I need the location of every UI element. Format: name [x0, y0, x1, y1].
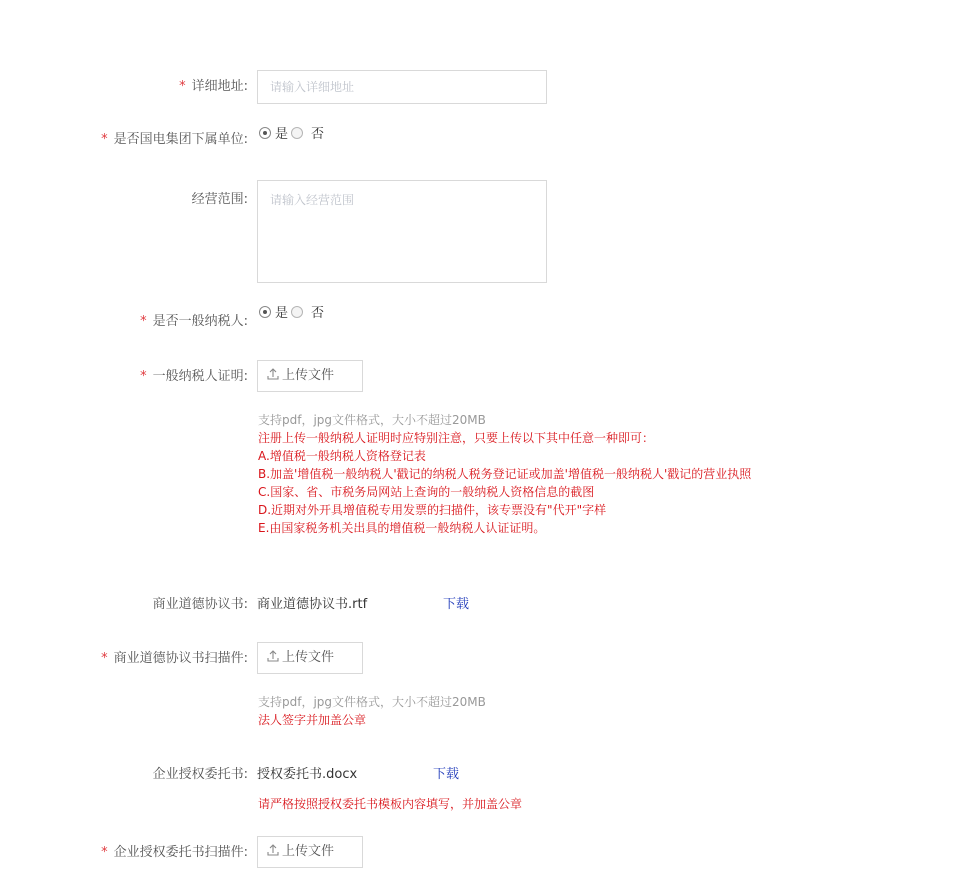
ethics-scan-note: 法人签字并加盖公章	[258, 713, 367, 727]
authorization-scan-label: 企业授权委托书扫描件:	[113, 845, 248, 860]
required-mark: *	[101, 651, 108, 666]
taxpayer-cert-note-5: E.由国家税务机关出具的增值税一般纳税人认证证明。	[258, 521, 546, 535]
ethics-agreement-download-link[interactable]: 下载	[443, 597, 470, 612]
subsidiary-option-no[interactable]: 否	[311, 127, 325, 142]
taxpayer-cert-upload-label: 上传文件	[282, 368, 335, 383]
authorization-scan-label-wrap	[101, 844, 248, 862]
subsidiary-radio-group	[259, 126, 327, 144]
ethics-scan-label-wrap	[101, 650, 248, 668]
subsidiary-label: 是否国电集团下属单位:	[113, 132, 248, 147]
taxpayer-radio-no[interactable]	[291, 306, 303, 318]
subsidiary-option-yes[interactable]: 是	[275, 127, 289, 142]
upload-icon	[266, 649, 280, 663]
address-label-wrap	[179, 78, 248, 96]
ethics-agreement-label: 商业道德协议书:	[152, 597, 248, 612]
taxpayer-label-wrap	[140, 313, 248, 331]
ethics-scan-format-hint: 支持pdf，jpg文件格式，大小不超过20MB	[258, 695, 486, 709]
business-scope-label-wrap	[192, 191, 248, 209]
authorization-filename: 授权委托书.docx	[257, 767, 358, 782]
required-mark: *	[140, 369, 147, 384]
authorization-note: 请严格按照授权委托书模板内容填写，并加盖公章	[258, 797, 523, 811]
address-placeholder: 请输入详细地址	[270, 80, 355, 94]
taxpayer-cert-note-3: C.国家、省、市税务局网站上查询的一般纳税人资格信息的截图	[258, 485, 595, 499]
upload-icon	[266, 843, 280, 857]
authorization-download-link[interactable]: 下载	[433, 767, 460, 782]
taxpayer-cert-note-2: B.加盖'增值税一般纳税人'戳记的纳税人税务登记证或加盖'增值税一般纳税人'戳记的营业执照	[258, 467, 752, 481]
taxpayer-cert-note-0: 注册上传一般纳税人证明时应特别注意，只要上传以下其中任意一种即可：	[258, 431, 655, 445]
authorization-label: 企业授权委托书:	[152, 767, 248, 782]
taxpayer-cert-note-1: A.增值税一般纳税人资格登记表	[258, 449, 426, 463]
taxpayer-option-yes[interactable]: 是	[275, 306, 289, 321]
taxpayer-option-no[interactable]: 否	[311, 306, 325, 321]
ethics-scan-label: 商业道德协议书扫描件:	[113, 651, 248, 666]
business-scope-textarea[interactable]	[257, 180, 547, 283]
taxpayer-radio-group	[259, 305, 327, 323]
business-scope-label: 经营范围:	[191, 192, 248, 207]
ethics-scan-upload-button[interactable]	[257, 642, 363, 674]
upload-icon	[266, 367, 280, 381]
ethics-agreement-filename: 商业道德协议书.rtf	[257, 597, 368, 612]
required-mark: *	[179, 79, 186, 94]
business-scope-placeholder: 请输入经营范围	[270, 193, 355, 207]
taxpayer-cert-format-hint: 支持pdf，jpg文件格式，大小不超过20MB	[258, 413, 486, 427]
authorization-scan-upload-button[interactable]	[257, 836, 363, 868]
subsidiary-radio-no[interactable]	[291, 127, 303, 139]
taxpayer-radio-yes[interactable]	[259, 306, 271, 318]
taxpayer-cert-upload-button[interactable]	[257, 360, 363, 392]
taxpayer-label: 是否一般纳税人:	[152, 314, 248, 329]
taxpayer-cert-label-wrap	[140, 368, 248, 386]
address-input[interactable]	[257, 70, 547, 104]
authorization-scan-upload-label: 上传文件	[282, 844, 335, 859]
address-label: 详细地址:	[191, 79, 248, 94]
subsidiary-radio-yes[interactable]	[259, 127, 271, 139]
required-mark: *	[101, 132, 108, 147]
subsidiary-label-wrap	[101, 131, 248, 149]
taxpayer-cert-note-4: D.近期对外开具增值税专用发票的扫描件，该专票没有"代开"字样	[258, 503, 607, 517]
required-mark: *	[140, 314, 147, 329]
ethics-scan-upload-label: 上传文件	[282, 650, 335, 665]
required-mark: *	[101, 845, 108, 860]
taxpayer-cert-label: 一般纳税人证明:	[152, 369, 248, 384]
